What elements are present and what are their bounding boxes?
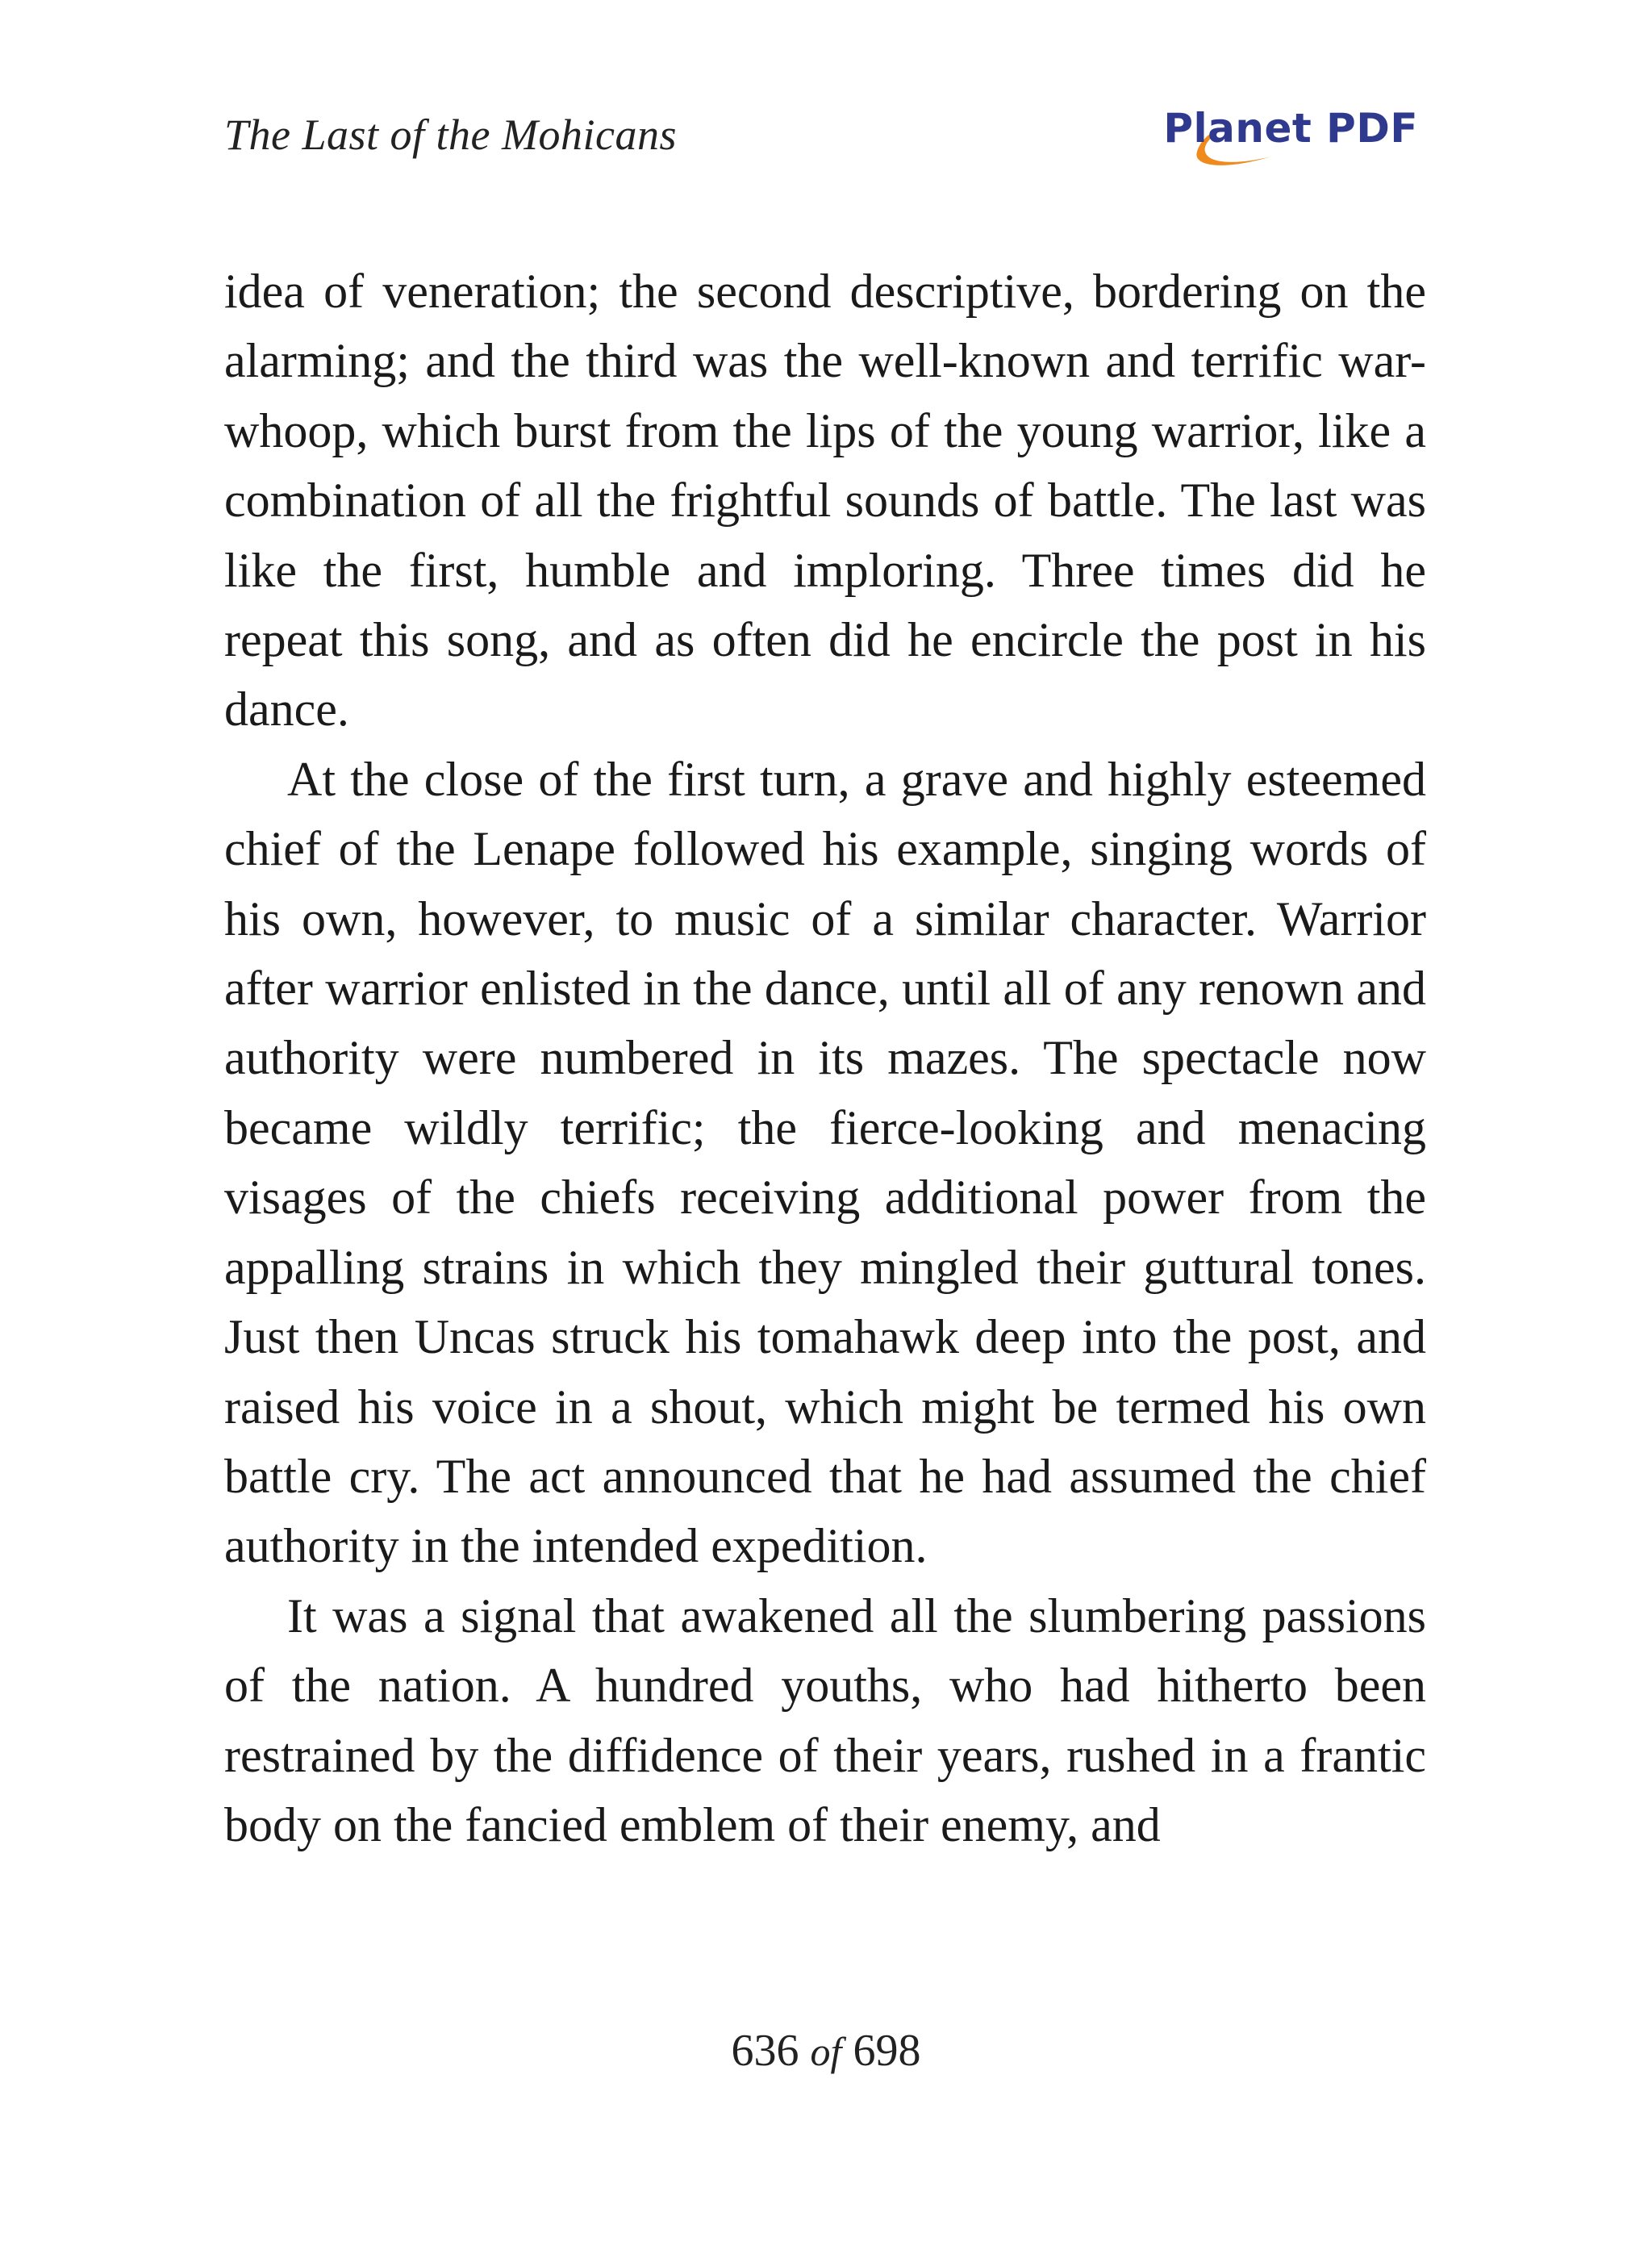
- logo-text: Planet PDF: [1163, 105, 1418, 152]
- page-number: [0, 2025, 1652, 2077]
- paragraph-continued: idea of veneration; the second descriptive, bordering on the alarming; and the third was the well-known and terrific war-whoop, which burst from the lips of the young warrior, like a combination of all the frightful sounds of battle. The last was like the first, humble and imploring. Three times did he repeat this song, and as often did he encircle the post in his dance.: [224, 265, 1426, 737]
- body-text: [224, 257, 1426, 1860]
- total-pages: 698: [853, 2026, 921, 2076]
- paragraph: It was a signal that awakened all the slumbering passions of the nation. A hundred youths, who had hitherto been restrained by the diffidence of their years, rushed in a frantic body on the fancied emblem of their enemy, and: [224, 1588, 1426, 1851]
- of-label: of: [810, 2029, 842, 2074]
- planet-pdf-logo: [1163, 103, 1426, 168]
- paragraph: At the close of the first turn, a grave and highly esteemed chief of the Lenape followed his example, singing words of his own, however, to music of a similar character. Warrior after warrior enlisted in the dance, until all of any renown and authority were numbered in its mazes. The spectacle now became wildly terrific; the fierce-looking and menacing visages of the chiefs receiving additional power from the appalling strains in which they mingled their guttural tones. Just then Uncas struck his tomahawk deep into the post, and raised his voice in a shout, which might be termed his own battle cry. The act announced that he had assumed the chief authority in the intended expedition.: [224, 752, 1426, 1573]
- page-header: [224, 103, 1426, 176]
- book-title: The Last of the Mohicans: [224, 111, 677, 159]
- current-page: 636: [731, 2026, 799, 2076]
